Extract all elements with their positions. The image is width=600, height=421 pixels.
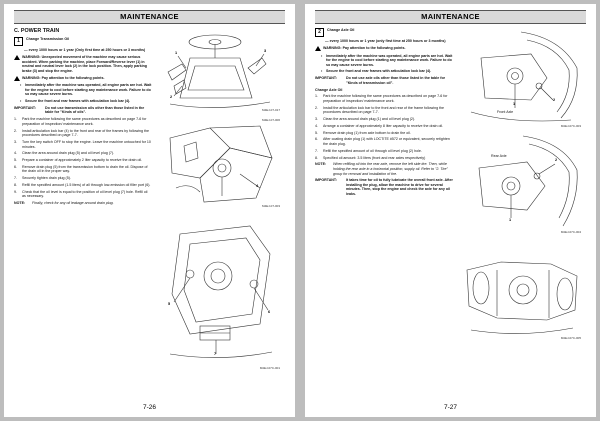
warning-icon (14, 76, 20, 81)
note-text: Finally, check for any oil leakage around drain plug. (32, 201, 114, 206)
step-item: 5. Prepare a container of approximately 2 liter capacity to receive the drain oil. (14, 158, 143, 163)
callout: 2 (553, 98, 556, 102)
figure-id: M4EJ-07C-005 (560, 336, 581, 340)
important-block (315, 178, 453, 196)
callout: 2 (555, 158, 558, 162)
item-interval: — every 1000 hours or 1 year (Only first time at 250 hours or 3 months) (24, 48, 146, 53)
note-text: When refilling oil into the rear axle, remove the left side tire. Then, while holding the rear axle in a horizontal position, supply oil. Refer to "2. Tire" group for removal and installation of tire. (333, 162, 448, 176)
figure-rear-axle (461, 134, 583, 234)
page-number: 7-26 (142, 404, 156, 411)
note-block (315, 162, 453, 176)
important-text: Do not use transmission oils other than those listed in the table for "Kinds of oils". (45, 105, 145, 115)
transmission-illustration (160, 214, 282, 364)
item-number-box: 2 (315, 28, 324, 37)
page-header: MAINTENANCE (315, 10, 586, 24)
item-interval: — every 1000 hours or 1 year (only first time at 250 hours or 3 months) (325, 39, 446, 44)
step-item: 8. Refill the specified amount (1.5 liters) of all through low-emission oil filler port (6). (14, 183, 151, 188)
figure-id: M4EJ-07-017 (261, 108, 280, 112)
warning-text: WARNING: Pay attention to the following points. (22, 75, 105, 80)
section-title: C. POWER TRAIN (14, 28, 60, 34)
figure-transmission (160, 214, 282, 370)
bullet-item: • Immediately after the machine was operated, all engine parts are hot. Wait for the engine to cool before starting any maintenance work. Failure to do so may cause severe burns. (20, 83, 152, 97)
right-page (305, 4, 596, 417)
warning-block (315, 46, 453, 52)
callout: 4 (256, 184, 259, 188)
figure-label: Rear Axle (491, 154, 507, 158)
axle-detail-illustration (461, 240, 583, 340)
step-item: 3. Turn the key switch OFF to stop the engine. Leave the machine untouched for 10 minutes. (14, 139, 151, 149)
figure-id: M4EJ-07-003 (261, 204, 280, 208)
item-number-box: 1 (14, 37, 23, 46)
figure-steering-console (160, 28, 282, 112)
callout: 5 (168, 302, 171, 306)
step-item: 7. Securely tighten drain plug (5). (14, 176, 71, 181)
step-item: 1. Park the machine following the same procedures as described on page 7-6 for preparation of inspection/ maintenance work. (14, 117, 147, 126)
step-item: 3. Clean the area around drain plug (1) and oil level plug (2). (315, 117, 416, 122)
step-item: 2. Install the articulation lock bar to the front and rear of the frame following the procedures described on page 7-7. (315, 105, 445, 115)
step-item: 5. Remove drain plug (1) from axle bottom to drain the oil. (315, 130, 411, 135)
note-label: NOTE: (14, 201, 26, 206)
warning-icon (14, 55, 20, 60)
step-item: 4. Arrange a container of approximately 8 liter capacity to receive the drain oil. (315, 123, 444, 128)
callout: 1 (509, 218, 512, 222)
articulation-lock-illustration (160, 118, 282, 208)
figure-front-axle (461, 28, 583, 128)
bullet-item: • Immediately after the machine was operated, all engine parts are hot. Wait for the engine to cool before starting any maintenance work. Failure to do so may cause severe burns. (321, 53, 453, 67)
front-axle-illustration (461, 28, 583, 128)
page-number: 7-27 (443, 404, 457, 411)
important-label: IMPORTANT: (315, 178, 337, 183)
note-block (14, 201, 152, 206)
bullet-item: • Secure the front and rear frames with articulation lock bar (4). (20, 99, 131, 103)
figure-id: M4EJ-07C-001 (259, 366, 280, 370)
callout: 7 (214, 352, 217, 356)
step-item: 9. Check that the oil level is equal to the position of oil level plug (7) hole. Refill oil as necessary. (14, 189, 148, 199)
warning-block (14, 76, 152, 82)
callout: 6 (268, 310, 271, 314)
warning-text: WARNING: Pay attention to the following points. (323, 45, 406, 50)
step-item: 4. Clean the area around drain plug (5) and oil level plug (7). (14, 151, 115, 156)
item-title: Change Transmission Oil (26, 37, 70, 41)
right-text-column (315, 28, 453, 199)
warning-icon (315, 46, 321, 51)
figure-id: M4EJ-07C-003 (560, 124, 581, 128)
important-text: Do not use axle oils other than those listed in the table for "Kinds of transmission oil". (346, 76, 446, 85)
callout: 1 (513, 102, 516, 106)
warning-text: WARNING: Unexpected movement of the machine may cause serious accident. When parking the machine, place Forward/Reverse lever (1) in neutral and neutral lever lock (2) in the lock position. Then, apply parking brake (3) and stop the engine. (22, 54, 148, 73)
subhead: Change Axle Oil (315, 87, 343, 92)
step-item: 6. After coating drain plug (1) with LOCTITE #572 or equivalent, securely retighten the drain plug. (315, 137, 450, 147)
bullet-item: • Secure the front and rear frames with articulation lock bar (4). (321, 69, 432, 74)
callout: 3 (264, 49, 267, 53)
page-header: MAINTENANCE (14, 10, 285, 24)
important-block (315, 76, 453, 85)
figure-id: M4EJ-07C-004 (560, 230, 581, 234)
step-item: 8. Specified oil amount: 3.5 liters (front and rear axles respectively) (315, 155, 426, 160)
callout: 1 (175, 51, 178, 55)
item-title: Change Axle Oil (327, 28, 355, 32)
note-label: NOTE: (315, 162, 327, 167)
figure-id: M4EJ-07-006 (261, 118, 280, 122)
important-label: IMPORTANT: (14, 105, 36, 110)
steering-console-illustration (160, 28, 282, 112)
step-item: 6. Remove drain plug (5) from the transmission bottom to drain the oil. Dispose of the drain oil in the proper way. (14, 164, 148, 174)
callout: 2 (170, 95, 173, 99)
step-item: 1. Park the machine following the same procedures as described on page 7-6 for preparation of inspection/ maintenance work. (315, 94, 448, 103)
warning-block (14, 55, 152, 73)
step-item: 7. Refill the specified amount of oil through oil level plug (2) hole. (315, 148, 422, 153)
figure-articulation-lock (160, 118, 282, 208)
important-label: IMPORTANT: (315, 76, 337, 81)
important-text: It takes time for oil to fully lubricate the overall front axle. After installing the plug, allow the machine to drive for several minutes. Then, stop the engine and check the axle for any oil leaks. (346, 178, 453, 196)
left-text-column (14, 28, 152, 208)
left-page (4, 4, 295, 417)
step-item: 2. Install articulation lock bar (4) to the front and rear of the frames by following the procedures described on page 7-7. (14, 128, 150, 138)
figure-label: Front Axle (497, 110, 514, 114)
important-block (14, 106, 152, 115)
rear-axle-illustration (461, 134, 583, 234)
figure-axle-detail (461, 240, 583, 340)
